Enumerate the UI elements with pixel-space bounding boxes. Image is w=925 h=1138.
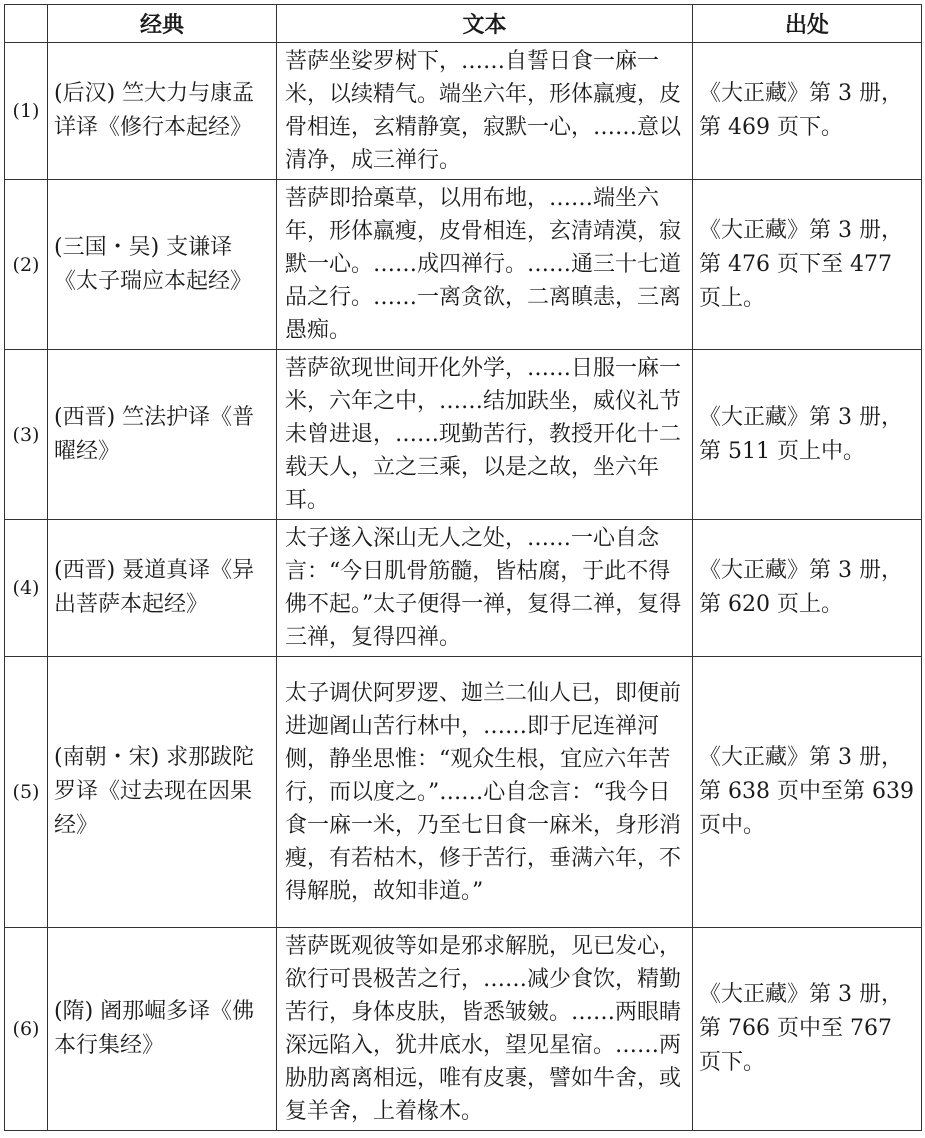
table-row [5,350,922,520]
classic-cell: (三国・吴) 支谦译《太子瑞应本起经》 [48,180,277,350]
text-cell: 菩萨即拾槀草，以用布地，……端坐六年，形体羸瘦，皮骨相连，玄清靖漠，寂默一心。……成四禅行。……通三十七道品之行。……一离贪欲，二离瞋恚，三离愚痴。 [277,180,693,350]
source-cell: 《大正藏》第 3 册，第 476 页下至 477 页上。 [693,180,922,350]
classic-cell: (南朝・宋) 求那跋陀罗译《过去现在因果经》 [48,657,277,928]
row-number: (2) [5,180,48,350]
header-row [5,5,922,43]
table-row [5,657,922,928]
source-cell: 《大正藏》第 3 册，第 620 页上。 [693,520,922,657]
text-cell: 菩萨既观彼等如是邪求解脱，见已发心，欲行可畏极苦之行，……减少食饮，精勤苦行，身体皮肤，皆悉皱皴。……两眼睛深远陷入，犹井底水，望见星宿。……两胁肋离离相远，唯有皮裹，譬如牛舍，或复羊舍，上着椽木。 [277,928,693,1131]
table-row [5,928,922,1131]
classic-cell: (西晋) 竺法护译《普曜经》 [48,350,277,520]
text-cell: 菩萨坐娑罗树下，……自誓日食一麻一米，以续精气。端坐六年，形体羸瘦，皮骨相连，玄精静寞，寂默一心，……意以清净，成三禅行。 [277,43,693,180]
source-cell: 《大正藏》第 3 册，第 469 页下。 [693,43,922,180]
text-cell: 太子遂入深山无人之处，……一心自念言：“今日肌骨筋髓，皆枯腐，于此不得佛不起。”太子便得一禅，复得二禅，复得三禅，复得四禅。 [277,520,693,657]
table-row [5,43,922,180]
source-cell: 《大正藏》第 3 册，第 638 页中至第 639 页中。 [693,657,922,928]
text-cell: 太子调伏阿罗逻、迦兰二仙人已，即便前进迦阇山苦行林中，……即于尼连禅河侧，静坐思惟：“观众生根，宜应六年苦行，而以度之。”……心自念言：“我今日食一麻一米，乃至七日食一麻米，身形消瘦，有若枯木，修于苦行，垂满六年，不得解脱，故知非道。” [277,657,693,928]
text-cell: 菩萨欲现世间开化外学，……日服一麻一米，六年之中，……结加趺坐，威仪礼节未曾进退，……现勤苦行，教授开化十二载天人，立之三乘，以是之故，坐六年耳。 [277,350,693,520]
row-number: (4) [5,520,48,657]
header-source: 出处 [693,5,922,43]
row-number: (5) [5,657,48,928]
table-row [5,520,922,657]
header-classic: 经典 [48,5,277,43]
classic-cell: (隋) 阇那崛多译《佛本行集经》 [48,928,277,1131]
source-cell: 《大正藏》第 3 册，第 511 页上中。 [693,350,922,520]
row-number: (6) [5,928,48,1131]
header-index [5,5,48,43]
classic-cell: (西晋) 聂道真译《异出菩萨本起经》 [48,520,277,657]
table-row [5,180,922,350]
scripture-table [4,4,922,1131]
row-number: (3) [5,350,48,520]
header-text: 文本 [277,5,693,43]
row-number: (1) [5,43,48,180]
source-cell: 《大正藏》第 3 册，第 766 页中至 767 页下。 [693,928,922,1131]
classic-cell: (后汉) 竺大力与康孟详译《修行本起经》 [48,43,277,180]
